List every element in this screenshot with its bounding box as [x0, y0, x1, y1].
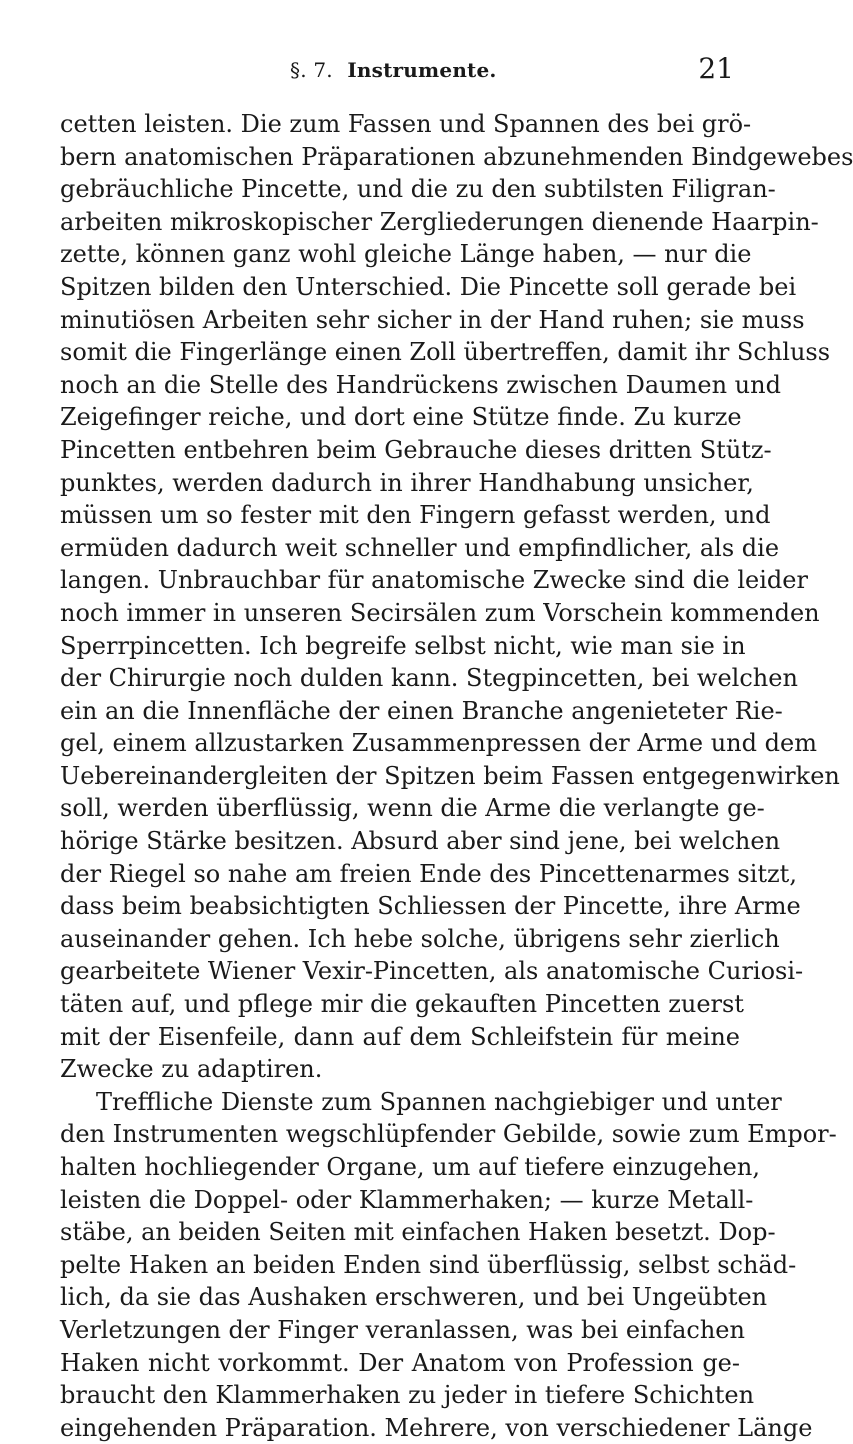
text-line: täten auf, und pflege mir die gekauften Pincetten zuerst — [60, 990, 744, 1019]
text-line: Zeigefinger reiche, und dort eine Stütze finde. Zu kurze — [60, 403, 742, 432]
text-line: halten hochliegender Organe, um auf tiefere einzugehen, — [60, 1153, 760, 1181]
text-line: der Chirurgie noch dulden kann. Stegpincetten, bei welchen — [60, 664, 798, 693]
text-line: stäbe, an beiden Seiten mit einfachen Haken besetzt. Dop- — [60, 1218, 776, 1247]
text-line: Verletzungen der Finger veranlassen, was bei einfachen — [60, 1315, 745, 1344]
text-line: bern anatomischen Präparationen abzunehmenden Bindgewebes — [60, 142, 853, 171]
text-line: gebräuchliche Pincette, und die zu den subtilsten Filigran- — [60, 175, 776, 204]
text-line: minutiösen Arbeiten sehr sicher in der Hand ruhen; sie muss — [60, 305, 805, 334]
text-line: soll, werden überflüssig, wenn die Arme die verlangte ge- — [60, 794, 765, 823]
text-line: langen. Unbrauchbar für anatomische Zwecke sind die leider — [60, 566, 808, 595]
body-text — [60, 108, 853, 1444]
text-line: ermüden dadurch weit schneller und empfindlicher, als die — [60, 533, 780, 562]
text-line: Treffliche Dienste zum Spannen nachgiebiger und unter — [96, 1087, 782, 1116]
text-line: hörige Stärke besitzen. Absurd aber sind jene, bei welchen — [60, 827, 781, 856]
text-line: noch an die Stelle des Handrückens zwischen Daumen und — [60, 370, 781, 399]
text-line: auseinander gehen. Ich hebe solche, übrigens sehr zierlich — [60, 924, 780, 953]
header-title — [290, 58, 497, 82]
text-line: Pincetten entbehren beim Gebrauche dieses dritten Stütz- — [60, 435, 772, 464]
text-line: Zwecke zu adaptiren. — [60, 1055, 323, 1084]
text-line: gel, einem allzustarken Zusammenpressen der Arme und dem — [60, 729, 817, 758]
text-line: cetten leisten. Die zum Fassen und Spannen des bei grö- — [60, 110, 752, 138]
text-line: gearbeitete Wiener Vexir-Pincetten, als anatomische Curiosi- — [60, 957, 804, 986]
text-line: Haken nicht vorkommt. Der Anatom von Profession ge- — [60, 1348, 740, 1377]
section-number: §. 7. — [290, 58, 333, 82]
text-line: ein an die Innenfläche der einen Branche angenieteter Rie- — [60, 696, 783, 725]
page-number: 21 — [698, 52, 734, 85]
text-line: zette, können ganz wohl gleiche Länge haben, — nur die — [60, 240, 752, 269]
section-title: Instrumente. — [347, 58, 497, 82]
text-line: dass beim beabsichtigten Schliessen der Pincette, ihre Arme — [60, 892, 801, 921]
text-line: mit der Eisenfeile, dann auf dem Schleifstein für meine — [60, 1022, 740, 1051]
text-line: somit die Fingerlänge einen Zoll übertreffen, damit ihr Schluss — [60, 338, 831, 367]
text-line: den Instrumenten wegschlüpfender Gebilde, sowie zum Empor- — [60, 1120, 837, 1149]
text-line: pelte Haken an beiden Enden sind überflüssig, selbst schäd- — [60, 1250, 797, 1279]
text-line: arbeiten mikroskopischer Zergliederungen dienende Haarpin- — [60, 207, 819, 236]
text-line: der Riegel so nahe am freien Ende des Pincettenarmes sitzt, — [60, 859, 797, 888]
text-line: Spitzen bilden den Unterschied. Die Pincette soll gerade bei — [60, 272, 797, 301]
text-line: Sperrpincetten. Ich begreife selbst nicht, wie man sie in — [60, 631, 746, 660]
text-line: punktes, werden dadurch in ihrer Handhabung unsicher, — [60, 468, 754, 497]
text-line: leisten die Doppel- oder Klammerhaken; — kurze Metall- — [60, 1185, 754, 1214]
text-line: braucht den Klammerhaken zu jeder in tiefere Schichten — [60, 1381, 755, 1410]
running-header — [60, 52, 740, 92]
text-line: lich, da sie das Aushaken erschweren, und bei Ungeübten — [60, 1283, 768, 1312]
text-line: müssen um so fester mit den Fingern gefasst werden, und — [60, 501, 771, 530]
text-line: noch immer in unseren Secirsälen zum Vorschein kommenden — [60, 598, 820, 627]
text-line: eingehenden Präparation. Mehrere, von verschiedener Länge — [60, 1413, 813, 1442]
text-line: Uebereinandergleiten der Spitzen beim Fassen entgegenwirken — [60, 761, 840, 790]
